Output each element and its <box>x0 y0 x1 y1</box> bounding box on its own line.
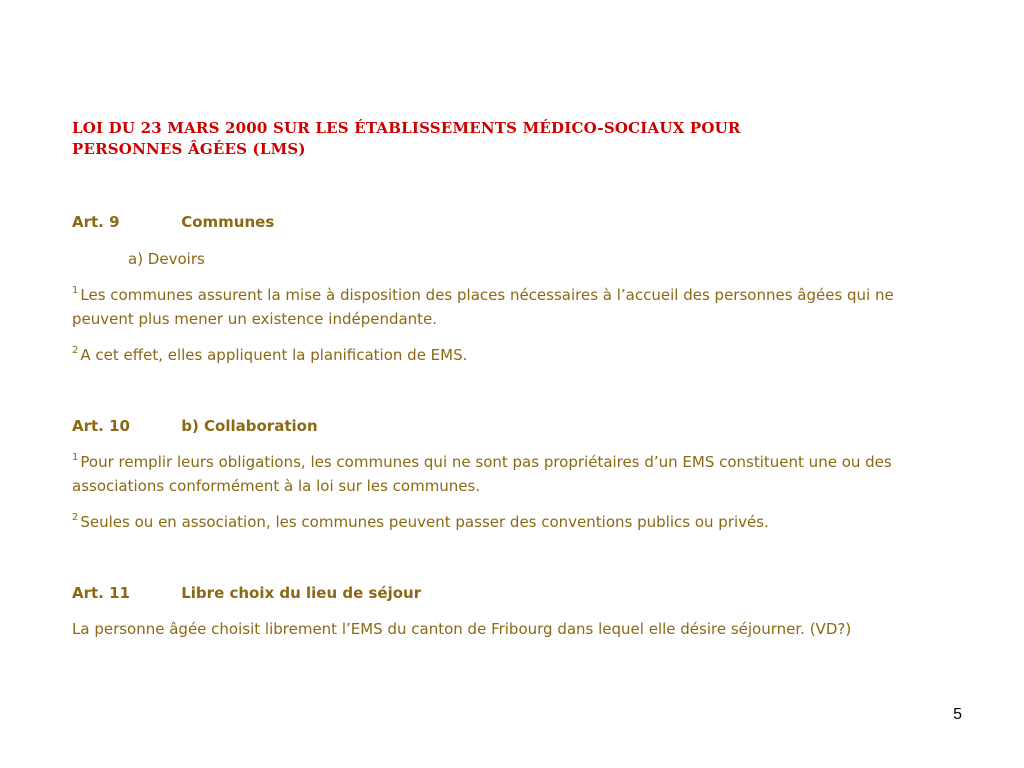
article-10-paragraph-2-ref: 2 <box>72 512 79 523</box>
article-9-paragraph-1 <box>72 283 932 331</box>
article-9-paragraph-2-ref: 2 <box>72 345 79 356</box>
article-9-paragraph-1-text: Les communes assurent la mise à disposition des places nécessaires à l’accueil des personnes âgées qui ne peuvent plus mener un existence indépendante. <box>72 286 894 328</box>
article-10-paragraph-1-ref: 1 <box>72 452 79 463</box>
article-11-number: Art. 11 <box>72 584 130 602</box>
article-11-name: Libre choix du lieu de séjour <box>181 584 422 602</box>
article-9-paragraph-1-ref: 1 <box>72 285 79 296</box>
article-9-paragraph-2-text: A cet effet, elles appliquent la planification de EMS. <box>80 346 468 364</box>
article-10-name: b) Collaboration <box>181 417 318 435</box>
article-10-heading <box>72 417 318 435</box>
article-10-number: Art. 10 <box>72 417 130 435</box>
article-9-subheading: a) Devoirs <box>128 250 205 268</box>
article-11-paragraph-1 <box>72 617 932 641</box>
article-10-paragraph-2-text: Seules ou en association, les communes peuvent passer des conventions publics ou privés. <box>80 513 769 531</box>
article-9-paragraph-2 <box>72 343 932 367</box>
article-10-paragraph-1 <box>72 450 932 498</box>
article-9-number: Art. 9 <box>72 213 120 231</box>
article-11-paragraph-1-text: La personne âgée choisit librement l’EMS du canton de Fribourg dans lequel elle désire séjourner. (VD?) <box>72 620 852 638</box>
slide-title-line-2: PERSONNES ÂGÉES (LMS) <box>72 140 306 158</box>
article-10-paragraph-2 <box>72 510 932 534</box>
page-number: 5 <box>953 706 962 723</box>
slide-title <box>72 118 832 160</box>
article-10-paragraph-1-text: Pour remplir leurs obligations, les communes qui ne sont pas propriétaires d’un EMS constituent une ou des associations conformément à la loi sur les communes. <box>72 453 892 495</box>
article-11-heading <box>72 584 421 602</box>
slide-title-line-1: LOI DU 23 MARS 2000 SUR LES ÉTABLISSEMENTS MÉDICO-SOCIAUX POUR <box>72 119 741 137</box>
article-9-heading <box>72 213 274 231</box>
article-9-name: Communes <box>181 213 275 231</box>
